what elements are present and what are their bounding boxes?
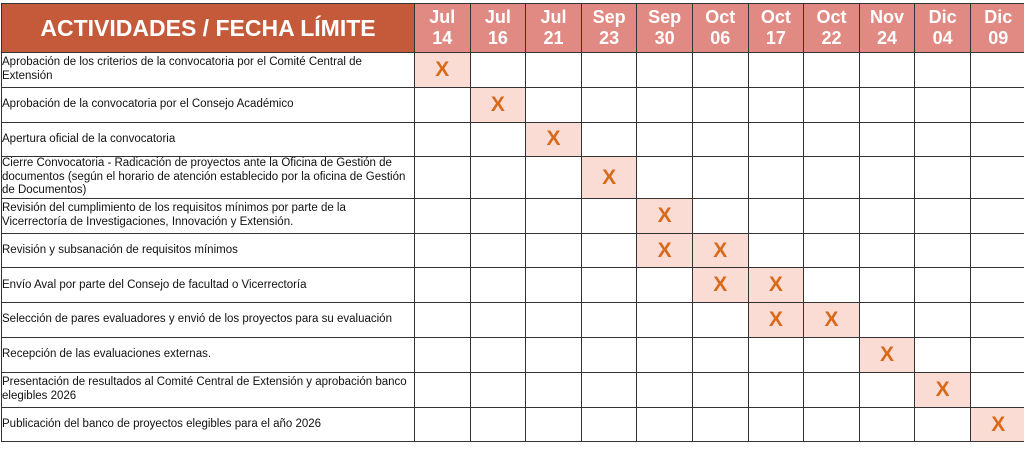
- empty-cell: [748, 372, 804, 407]
- empty-cell: [415, 268, 471, 303]
- empty-cell: [637, 157, 693, 199]
- empty-cell: [415, 87, 471, 122]
- empty-cell: [637, 53, 693, 88]
- empty-cell: [748, 407, 804, 442]
- date-day: 30: [654, 28, 675, 48]
- empty-cell: [859, 53, 915, 88]
- empty-cell: [804, 233, 860, 268]
- date-day: 04: [932, 28, 953, 48]
- date-header: [804, 4, 860, 53]
- marked-cell: [970, 407, 1024, 442]
- empty-cell: [859, 122, 915, 157]
- empty-cell: [637, 338, 693, 373]
- empty-cell: [859, 407, 915, 442]
- date-day: 06: [710, 28, 731, 48]
- empty-cell: [748, 233, 804, 268]
- empty-cell: [470, 303, 526, 338]
- empty-cell: [470, 338, 526, 373]
- activity-row: [2, 198, 1024, 233]
- empty-cell: [970, 372, 1024, 407]
- date-day: 23: [599, 28, 620, 48]
- activity-label: Recepción de las evaluaciones externas.: [2, 338, 415, 373]
- empty-cell: [748, 157, 804, 199]
- empty-cell: [415, 157, 471, 199]
- date-day: 17: [765, 28, 786, 48]
- empty-cell: [915, 157, 971, 199]
- empty-cell: [415, 338, 471, 373]
- header-row: [2, 4, 1024, 53]
- activity-row: [2, 87, 1024, 122]
- x-mark: X: [657, 238, 672, 262]
- empty-cell: [470, 233, 526, 268]
- empty-cell: [415, 303, 471, 338]
- empty-cell: [470, 372, 526, 407]
- x-mark: X: [880, 342, 895, 366]
- empty-cell: [581, 122, 637, 157]
- empty-cell: [915, 303, 971, 338]
- activity-label: Publicación del banco de proyectos elegibles para el año 2026: [2, 407, 415, 442]
- empty-cell: [804, 157, 860, 199]
- x-mark: X: [546, 127, 561, 151]
- activity-label: Presentación de resultados al Comité Central de Extensión y aprobación banco elegibles 2026: [2, 372, 415, 407]
- date-header: [470, 4, 526, 53]
- empty-cell: [526, 53, 582, 88]
- empty-cell: [692, 122, 748, 157]
- date-month: Jul: [484, 7, 511, 27]
- empty-cell: [970, 338, 1024, 373]
- empty-cell: [692, 157, 748, 199]
- activity-label: Cierre Convocatoria - Radicación de proyectos ante la Oficina de Gestión de documentos (según el horario de atención establecido por la oficina de Gestión de Documentos): [2, 157, 415, 199]
- marked-cell: [748, 303, 804, 338]
- activity-label: Aprobación de los criterios de la convocatoria por el Comité Central de Extensión: [2, 53, 415, 88]
- x-mark: X: [713, 273, 728, 297]
- empty-cell: [915, 233, 971, 268]
- empty-cell: [581, 233, 637, 268]
- marked-cell: [637, 233, 693, 268]
- empty-cell: [915, 87, 971, 122]
- empty-cell: [748, 338, 804, 373]
- activity-label: Revisión y subsanación de requisitos mínimos: [2, 233, 415, 268]
- empty-cell: [415, 372, 471, 407]
- date-day: 24: [877, 28, 898, 48]
- activity-label: Revisión del cumplimiento de los requisitos mínimos por parte de la Vicerrectoría de Investigaciones, Innovación y Extensión.: [2, 198, 415, 233]
- empty-cell: [581, 87, 637, 122]
- date-month: Oct: [705, 7, 736, 27]
- empty-cell: [526, 372, 582, 407]
- empty-cell: [637, 303, 693, 338]
- empty-cell: [970, 268, 1024, 303]
- date-header: [859, 4, 915, 53]
- date-month: Jul: [540, 7, 567, 27]
- empty-cell: [415, 122, 471, 157]
- empty-cell: [970, 157, 1024, 199]
- marked-cell: [692, 268, 748, 303]
- marked-cell: [637, 198, 693, 233]
- empty-cell: [859, 268, 915, 303]
- empty-cell: [804, 53, 860, 88]
- date-day: 16: [487, 28, 508, 48]
- date-header: [748, 4, 804, 53]
- empty-cell: [526, 338, 582, 373]
- empty-cell: [581, 372, 637, 407]
- activity-row: [2, 407, 1024, 442]
- date-header: [415, 4, 471, 53]
- empty-cell: [526, 268, 582, 303]
- activity-rows: [2, 53, 1024, 442]
- date-header: [526, 4, 582, 53]
- empty-cell: [692, 372, 748, 407]
- date-header: [970, 4, 1024, 53]
- activity-row: [2, 338, 1024, 373]
- empty-cell: [859, 233, 915, 268]
- empty-cell: [748, 122, 804, 157]
- activity-row: [2, 157, 1024, 199]
- x-mark: X: [824, 308, 839, 332]
- empty-cell: [526, 233, 582, 268]
- activity-label: Apertura oficial de la convocatoria: [2, 122, 415, 157]
- x-mark: X: [991, 412, 1006, 436]
- x-mark: X: [657, 203, 672, 227]
- marked-cell: [804, 303, 860, 338]
- empty-cell: [637, 122, 693, 157]
- date-day: 22: [821, 28, 842, 48]
- x-mark: X: [602, 165, 617, 189]
- empty-cell: [415, 198, 471, 233]
- empty-cell: [970, 122, 1024, 157]
- empty-cell: [970, 87, 1024, 122]
- empty-cell: [859, 198, 915, 233]
- empty-cell: [637, 407, 693, 442]
- empty-cell: [415, 407, 471, 442]
- empty-cell: [804, 122, 860, 157]
- activity-row: [2, 303, 1024, 338]
- activity-label: Selección de pares evaluadores y envió de los proyectos para su evaluación: [2, 303, 415, 338]
- schedule-table: [1, 3, 1024, 442]
- x-mark: X: [490, 92, 505, 116]
- activity-row: [2, 372, 1024, 407]
- activity-row: [2, 122, 1024, 157]
- activity-row: [2, 233, 1024, 268]
- empty-cell: [804, 407, 860, 442]
- marked-cell: [915, 372, 971, 407]
- empty-cell: [470, 407, 526, 442]
- empty-cell: [748, 53, 804, 88]
- empty-cell: [581, 268, 637, 303]
- date-day: 09: [988, 28, 1009, 48]
- marked-cell: [748, 268, 804, 303]
- empty-cell: [470, 53, 526, 88]
- date-month: Sep: [592, 7, 626, 27]
- empty-cell: [915, 198, 971, 233]
- activities-header: ACTIVIDADES / FECHA LÍMITE: [2, 4, 415, 53]
- empty-cell: [859, 157, 915, 199]
- date-month: Dic: [984, 7, 1013, 27]
- x-mark: X: [713, 238, 728, 262]
- empty-cell: [415, 233, 471, 268]
- empty-cell: [970, 53, 1024, 88]
- empty-cell: [526, 407, 582, 442]
- empty-cell: [581, 53, 637, 88]
- date-month: Oct: [816, 7, 847, 27]
- empty-cell: [859, 372, 915, 407]
- date-month: Jul: [429, 7, 456, 27]
- date-header: [637, 4, 693, 53]
- empty-cell: [526, 198, 582, 233]
- empty-cell: [470, 268, 526, 303]
- empty-cell: [804, 338, 860, 373]
- x-mark: X: [935, 377, 950, 401]
- x-mark: X: [768, 273, 783, 297]
- date-header: [581, 4, 637, 53]
- empty-cell: [692, 87, 748, 122]
- date-header: [692, 4, 748, 53]
- empty-cell: [637, 87, 693, 122]
- empty-cell: [859, 303, 915, 338]
- x-mark: X: [768, 308, 783, 332]
- empty-cell: [970, 198, 1024, 233]
- date-month: Dic: [928, 7, 957, 27]
- empty-cell: [692, 338, 748, 373]
- empty-cell: [470, 122, 526, 157]
- empty-cell: [692, 198, 748, 233]
- empty-cell: [692, 303, 748, 338]
- empty-cell: [748, 87, 804, 122]
- date-month: Oct: [760, 7, 791, 27]
- empty-cell: [970, 303, 1024, 338]
- empty-cell: [748, 198, 804, 233]
- marked-cell: [415, 53, 471, 88]
- empty-cell: [915, 268, 971, 303]
- empty-cell: [637, 268, 693, 303]
- empty-cell: [915, 122, 971, 157]
- date-header: [915, 4, 971, 53]
- empty-cell: [804, 268, 860, 303]
- empty-cell: [692, 407, 748, 442]
- empty-cell: [692, 53, 748, 88]
- empty-cell: [470, 198, 526, 233]
- date-month: Nov: [870, 7, 905, 27]
- empty-cell: [804, 372, 860, 407]
- activity-row: [2, 268, 1024, 303]
- marked-cell: [859, 338, 915, 373]
- date-day: 14: [432, 28, 453, 48]
- empty-cell: [581, 407, 637, 442]
- marked-cell: [526, 122, 582, 157]
- empty-cell: [526, 87, 582, 122]
- empty-cell: [915, 338, 971, 373]
- empty-cell: [526, 303, 582, 338]
- empty-cell: [526, 157, 582, 199]
- marked-cell: [581, 157, 637, 199]
- x-mark: X: [435, 57, 450, 81]
- activity-row: [2, 53, 1024, 88]
- date-month: Sep: [648, 7, 682, 27]
- empty-cell: [970, 233, 1024, 268]
- marked-cell: [470, 87, 526, 122]
- empty-cell: [470, 157, 526, 199]
- activity-label: Envío Aval por parte del Consejo de facultad o Vicerrectoría: [2, 268, 415, 303]
- empty-cell: [859, 87, 915, 122]
- empty-cell: [915, 53, 971, 88]
- empty-cell: [581, 338, 637, 373]
- empty-cell: [915, 407, 971, 442]
- empty-cell: [637, 372, 693, 407]
- empty-cell: [804, 87, 860, 122]
- empty-cell: [804, 198, 860, 233]
- marked-cell: [692, 233, 748, 268]
- date-day: 21: [543, 28, 564, 48]
- empty-cell: [581, 198, 637, 233]
- activity-label: Aprobación de la convocatoria por el Consejo Académico: [2, 87, 415, 122]
- empty-cell: [581, 303, 637, 338]
